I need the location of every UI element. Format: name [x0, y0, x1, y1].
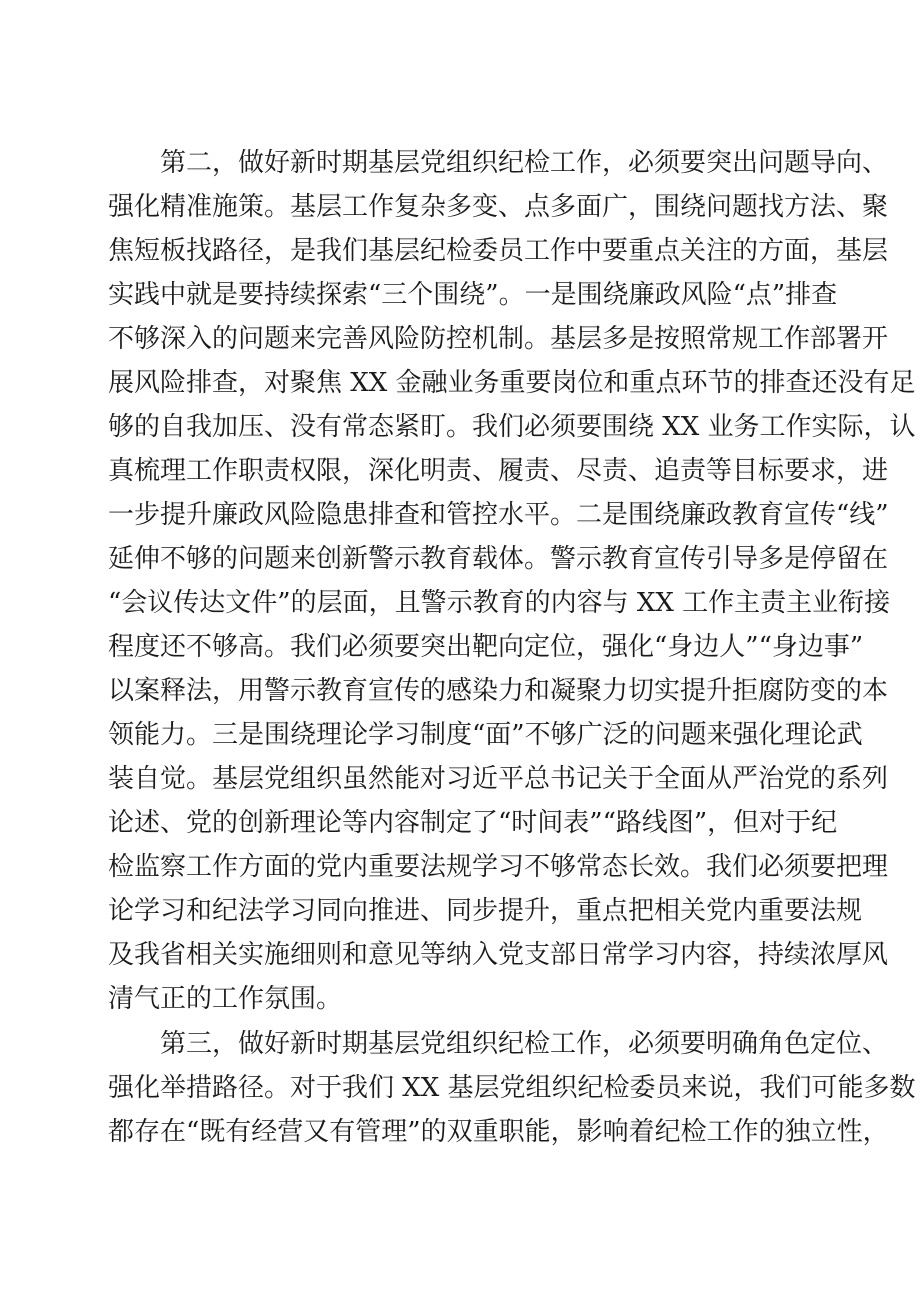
paragraph-1-line-16: 论述、党的创新理论等内容制定了“时间表”“路线图”，但对于纪 [108, 808, 838, 838]
paragraph-1-line-1: 第二，做好新时期基层党组织纪检工作，必须要突出问题导向、 [160, 148, 889, 178]
paragraph-2-line-1: 第三，做好新时期基层党组织纪检工作，必须要明确角色定位、 [160, 1029, 889, 1059]
paragraph-1-line-19: 及我省相关实施细则和意见等纳入党支部日常学习内容，持续浓厚风 [108, 940, 889, 970]
paragraph-1-line-15: 装自觉。基层党组织虽然能对习近平总书记关于全面从严治党的系列 [108, 764, 889, 794]
paragraph-1-line-8: 真梳理工作职责权限，深化明责、履责、尽责、追责等目标要求，进 [108, 456, 889, 486]
paragraph-1-line-9: 一步提升廉政风险隐患排查和管控水平。二是围绕廉政教育宣传“线” [108, 500, 889, 530]
paragraph-1-line-13: 以案释法，用警示教育宣传的感染力和凝聚力切实提升拒腐防变的本 [108, 676, 889, 706]
paragraph-1-line-12: 程度还不够高。我们必须要突出靶向定位，强化“身边人”“身边事” [108, 632, 864, 662]
paragraph-1-line-10: 延伸不够的问题来创新警示教育载体。警示教育宣传引导多是停留在 [108, 544, 889, 574]
paragraph-2-line-2: 强化举措路径。对于我们 XX 基层党组织纪检委员来说，我们可能多数 [108, 1073, 916, 1103]
paragraph-1-line-17: 检监察工作方面的党内重要法规学习不够常态长效。我们必须要把理 [108, 852, 889, 882]
paragraph-1-line-20: 清气正的工作氛围。 [108, 984, 343, 1014]
paragraph-1-line-18: 论学习和纪法学习同向推进、同步提升，重点把相关党内重要法规 [108, 896, 863, 926]
paragraph-1-line-6: 展风险排查，对聚焦 XX 金融业务重要岗位和重点环节的排查还没有足 [108, 368, 916, 398]
paragraph-1-line-11: “会议传达文件”的层面，且警示教育的内容与 XX 工作主责主业衔接 [108, 588, 891, 618]
paragraph-1-line-7: 够的自我加压、没有常态紧盯。我们必须要围绕 XX 业务工作实际，认 [108, 412, 916, 442]
paragraph-1-line-14: 领能力。三是围绕理论学习制度“面”不够广泛的问题来强化理论武 [108, 720, 863, 750]
paragraph-1-line-4: 实践中就是要持续探索“三个围绕”。一是围绕廉政风险“点”排查 [108, 280, 838, 310]
paragraph-1-line-2: 强化精准施策。基层工作复杂多变、点多面广，围绕问题找方法、聚 [108, 192, 889, 222]
paragraph-2-line-3: 都存在“既有经营又有管理”的双重职能，影响着纪检工作的独立性， [108, 1117, 889, 1147]
paragraph-1-line-3: 焦短板找路径，是我们基层纪检委员工作中要重点关注的方面，基层 [108, 236, 889, 266]
paragraph-1-line-5: 不够深入的问题来完善风险防控机制。基层多是按照常规工作部署开 [108, 324, 889, 354]
